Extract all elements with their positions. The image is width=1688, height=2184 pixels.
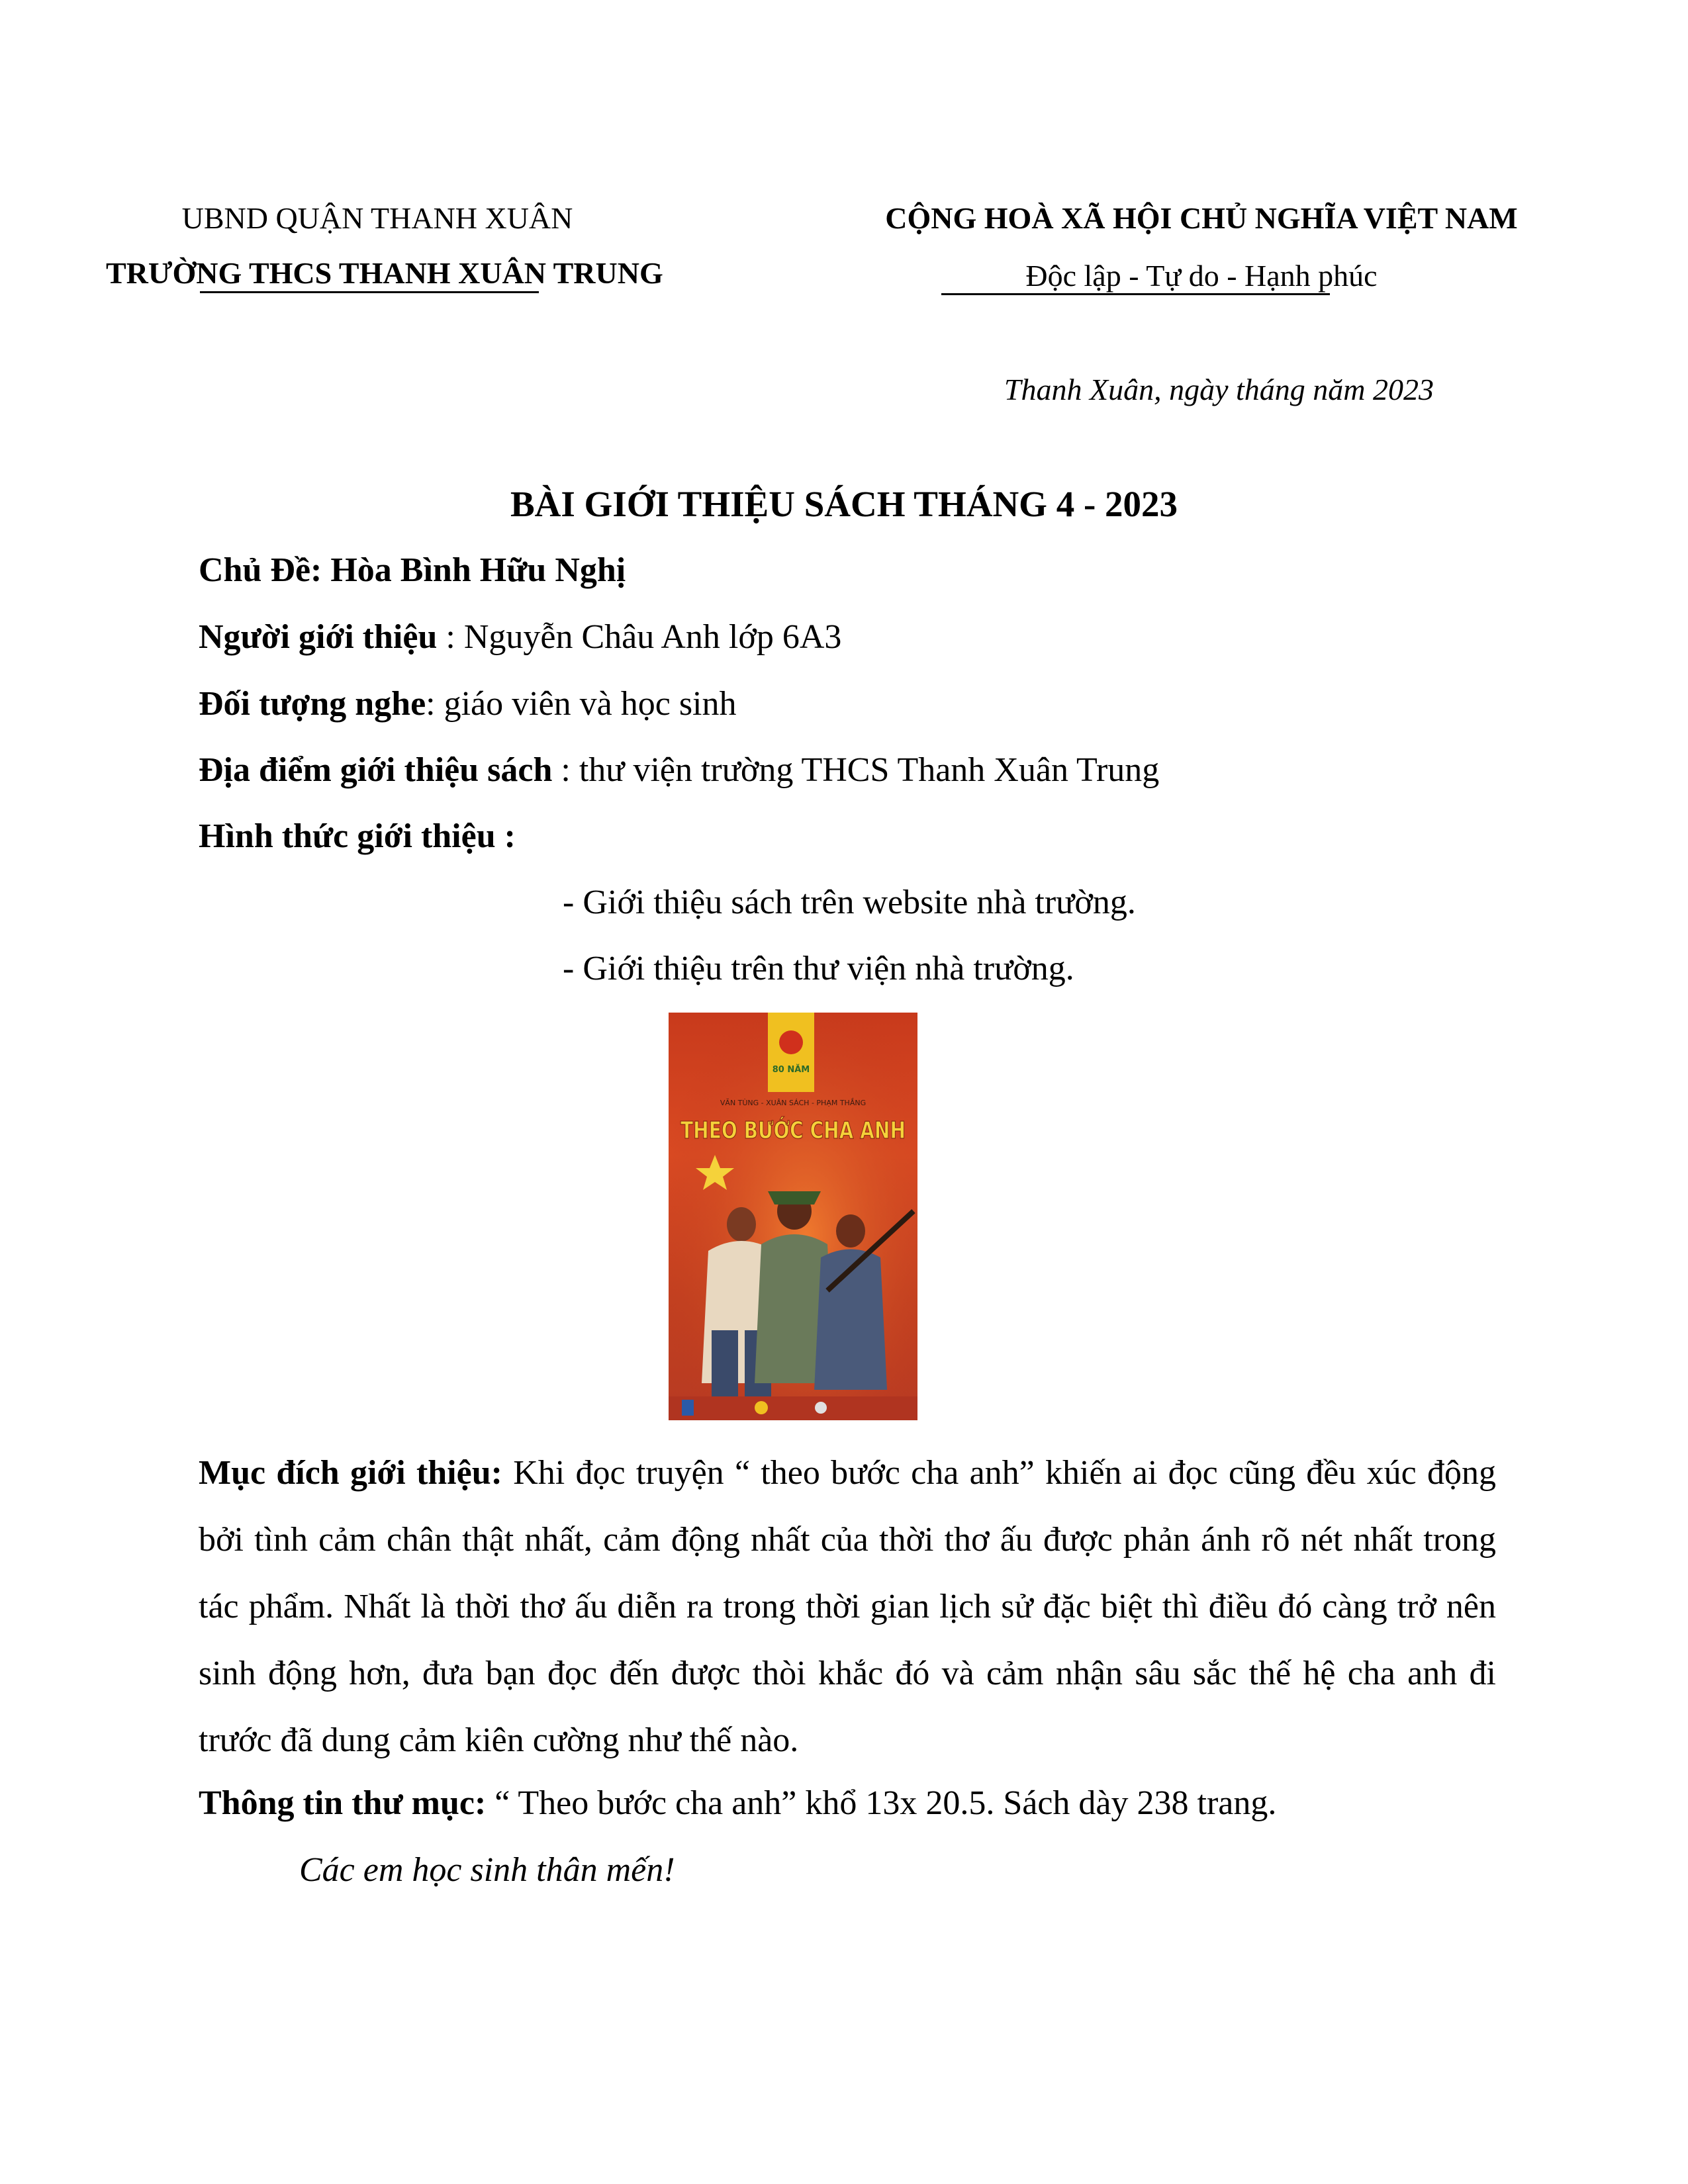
header-left-line1: UBND QUẬN THANH XUÂN — [181, 201, 573, 235]
header-right-underline — [941, 293, 1330, 295]
theme-line: Chủ Đề: Hòa Bình Hữu Nghị — [199, 551, 626, 589]
format-item-2: - Giới thiệu trên thư viện nhà trường. — [563, 950, 1074, 987]
audience-value: : giáo viên và học sinh — [426, 685, 737, 723]
book-cover-art — [669, 1013, 969, 1420]
header-left-line2: TRƯỜNG THCS THANH XUÂN TRUNG — [106, 256, 663, 290]
purpose-text: Khi đọc truyện “ theo bước cha anh” khiến ai đọc cũng đều xúc động bởi tình cảm chân thật nhất, cảm động nhất của thời thơ ấu được phản ánh rõ nét nhất trong tác phẩm. Nhất là thời thơ ấu diễn ra trong thời gian lịch sử đặc biệt thì điều đó càng trở nên sinh động hơn, đưa bạn đọc đến được thòi khắc đó và cảm nhận sâu sắc thế hệ cha anh đi trước đã dung cảm kiên cường như thế nào. — [199, 1454, 1496, 1759]
audience-line — [199, 684, 737, 723]
purpose-paragraph — [199, 1439, 1496, 1774]
location-value: : thư viện trường THCS Thanh Xuân Trung — [552, 751, 1160, 789]
bibliography-line — [199, 1784, 1276, 1823]
location-line — [199, 751, 1159, 790]
book-cover-image — [669, 1013, 969, 1420]
cover-authors: VĂN TÙNG - XUÂN SÁCH - PHẠM THẮNG — [720, 1099, 867, 1107]
format-label: Hình thức giới thiệu : — [199, 817, 516, 855]
cover-badge: 80 NĂM — [772, 1065, 810, 1075]
location-label: Địa điểm giới thiệu sách — [199, 751, 553, 789]
presenter-line — [199, 617, 841, 657]
header-right-line1: CỘNG HOÀ XÃ HỘI CHỦ NGHĨA VIỆT NAM — [885, 201, 1518, 235]
cover-title: THEO BƯỚC CHA ANH — [680, 1117, 969, 1144]
greeting: Các em học sinh thân mến! — [299, 1851, 675, 1889]
header-right-line2: Độc lập - Tự do - Hạnh phúc — [1025, 259, 1378, 293]
date-line: Thanh Xuân, ngày tháng năm 2023 — [1004, 373, 1434, 406]
purpose-label: Mục đích giới thiệu: — [199, 1454, 502, 1492]
bibliography-text: “ Theo bước cha anh” khổ 13x 20.5. Sách dày 238 trang. — [486, 1784, 1277, 1822]
page-title: BÀI GIỚI THIỆU SÁCH THÁNG 4 - 2023 — [510, 484, 1178, 524]
header-left-underline — [200, 291, 539, 293]
presenter-label: Người giới thiệu — [199, 618, 438, 656]
format-item-1: - Giới thiệu sách trên website nhà trường. — [563, 884, 1136, 921]
presenter-value: : Nguyễn Châu Anh lớp 6A3 — [437, 618, 842, 656]
audience-label: Đối tượng nghe — [199, 685, 426, 723]
bibliography-label: Thông tin thư mục: — [199, 1784, 487, 1822]
